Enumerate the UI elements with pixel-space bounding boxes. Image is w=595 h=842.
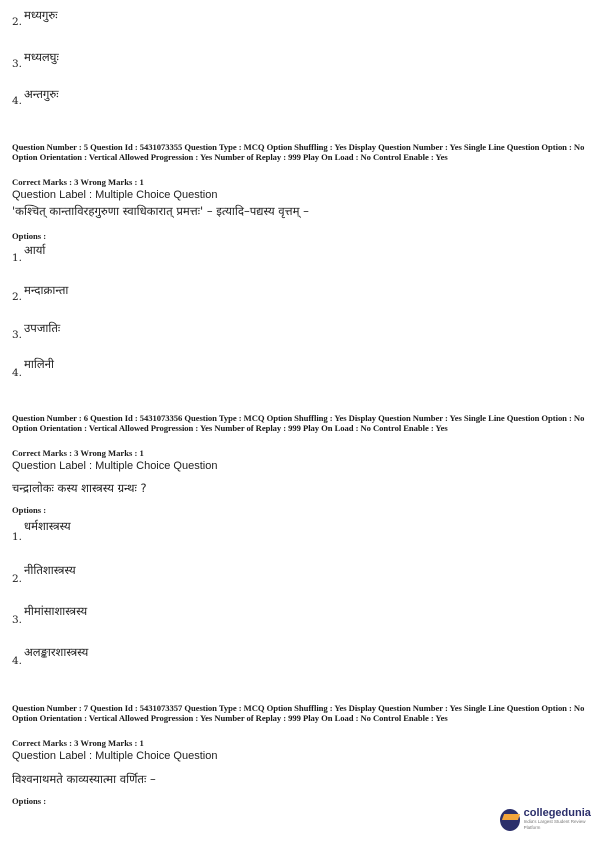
question-meta: Question Number : 5 Question Id : 5431073355 Question Type : MCQ Option Shuffling : Yes Display Question Number : Yes Single Line Question Option : No Option Orientation : Vertical Allowed Progression : Yes Number of Replay : 999 Play On Load : No Control Enable : Yes xyxy=(12,142,585,162)
option-4: 4.मालिनी xyxy=(12,357,54,379)
question-label: Question Label : Multiple Choice Question xyxy=(12,750,218,762)
question-meta: Question Number : 6 Question Id : 5431073356 Question Type : MCQ Option Shuffling : Yes Display Question Number : Yes Single Line Question Option : No Option Orientation : Vertical Allowed Progression : Yes Number of Replay : 999 Play On Load : No Control Enable : Yes xyxy=(12,413,585,433)
option-3: 3.मीमांसाशास्त्रस्य xyxy=(12,604,88,626)
logo-tagline: India's Largest Student Review Platform xyxy=(523,819,586,830)
question-meta: Question Number : 7 Question Id : 5431073357 Question Type : MCQ Option Shuffling : Yes Display Question Number : Yes Single Line Question Option : No Option Orientation : Vertical Allowed Progression : Yes Number of Replay : 999 Play On Load : No Control Enable : Yes xyxy=(12,703,585,723)
option-4: 4.अलङ्कारशास्त्रस्य xyxy=(12,645,89,667)
option-2: 2.नीतिशास्त्रस्य xyxy=(12,563,76,585)
options-label: Options : xyxy=(12,505,47,515)
option-2: 2. मन्दाक्रान्ता xyxy=(12,283,69,303)
marks-line: Correct Marks : 3 Wrong Marks : 1 xyxy=(12,177,144,187)
question-label: Question Label : Multiple Choice Question xyxy=(12,189,218,201)
question-label: Question Label : Multiple Choice Question xyxy=(12,460,218,472)
logo-name: collegedunia xyxy=(523,807,591,819)
options-label: Options : xyxy=(12,796,47,806)
question-text: चन्द्रालोकः कस्य शास्त्रस्य ग्रन्थः ? xyxy=(12,481,147,495)
marks-line: Correct Marks : 3 Wrong Marks : 1 xyxy=(12,448,144,458)
options-label: Options : xyxy=(12,231,47,241)
marks-line: Correct Marks : 3 Wrong Marks : 1 xyxy=(12,738,144,748)
option-3: 3. मध्यलघुः xyxy=(12,50,59,70)
option-1: 1.धर्मशास्त्रस्य xyxy=(12,519,71,543)
option-3: 3. उपजातिः xyxy=(12,321,61,341)
option-2: 2. मध्यगुरुः xyxy=(12,8,58,28)
option-4: 4. अन्तगुरुः xyxy=(12,87,59,107)
collegedunia-logo xyxy=(500,808,595,831)
question-text: विश्वनाथमते काव्यस्यात्मा वर्णितः – xyxy=(12,772,156,786)
question-text: 'कश्चित् कान्ताविरहगुरुणा स्वाधिकारात् प्रमत्तः' – इत्यादि–पद्यस्य वृत्तम् – xyxy=(12,204,309,218)
option-1: 1.आर्या xyxy=(12,243,46,264)
graduation-cap-icon xyxy=(500,809,520,831)
